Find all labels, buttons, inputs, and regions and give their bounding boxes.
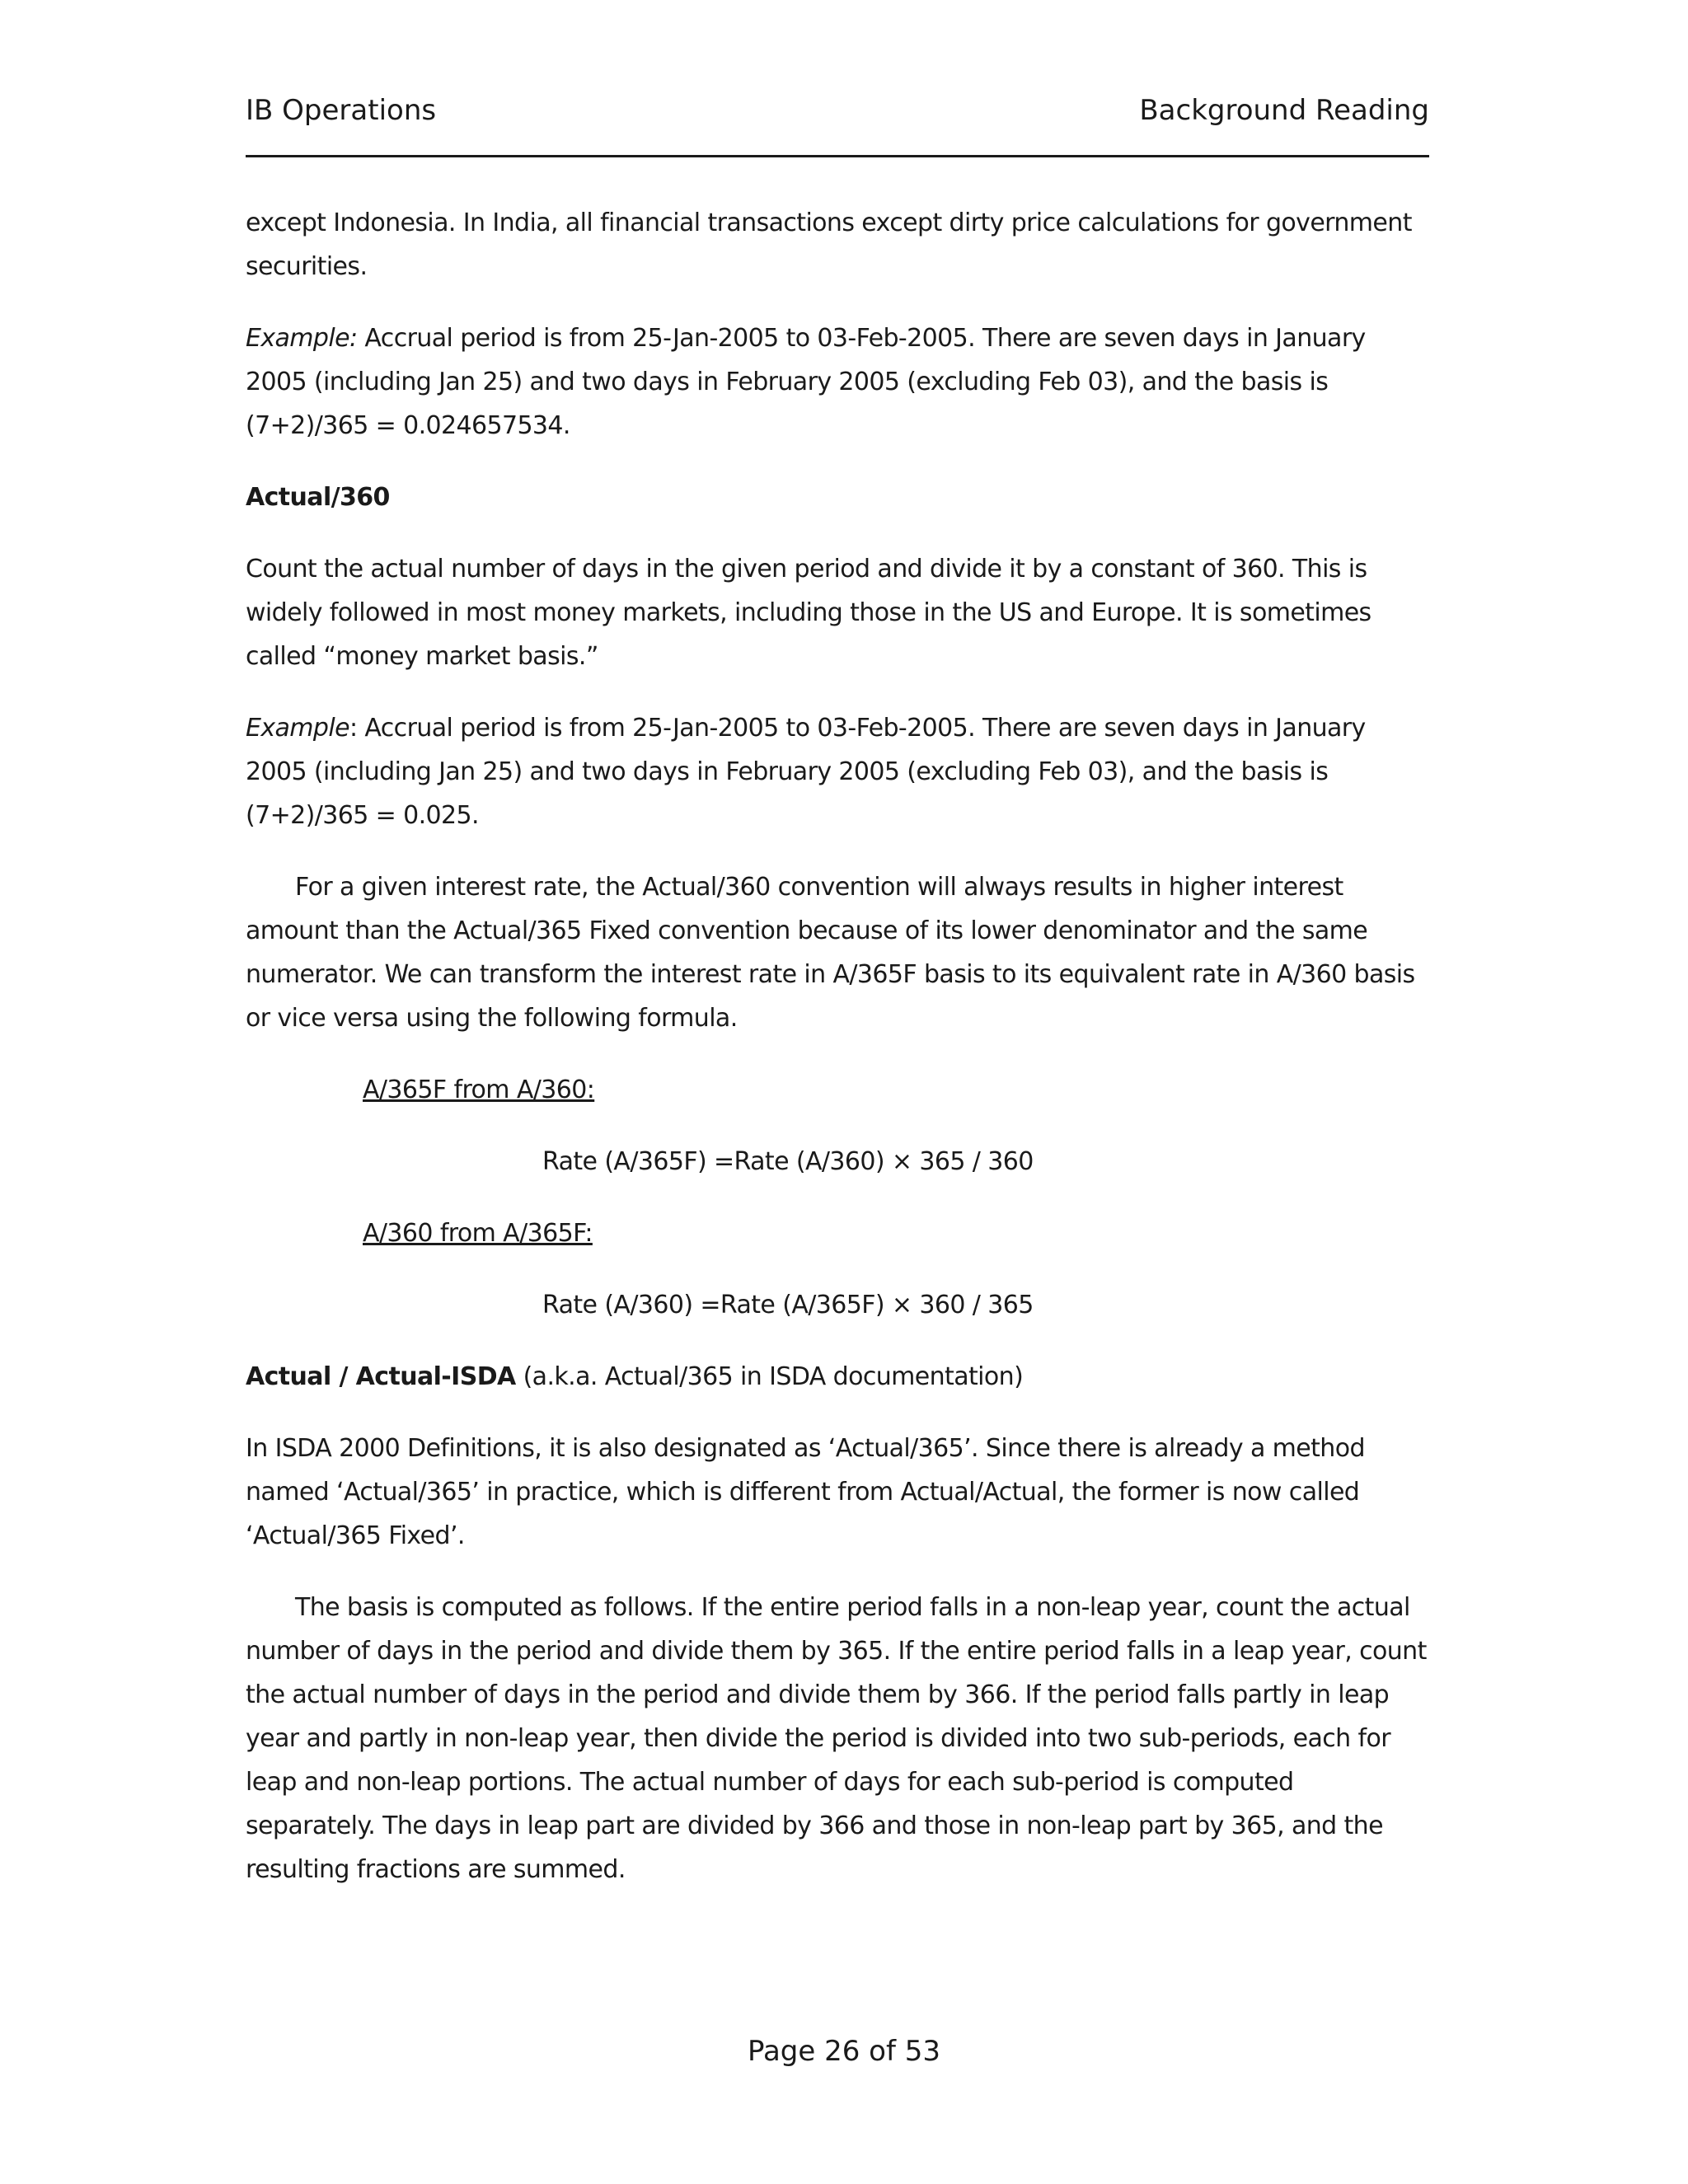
header-section: Background Reading bbox=[1139, 94, 1429, 127]
page-header bbox=[246, 94, 1429, 127]
paragraph-isda-2: The basis is computed as follows. If the entire period falls in a non-leap year, count the actual number of days in the period and divide them by 365. If the entire period falls in a leap year, count the actual number of days in the period and divide them by 366. If the period falls partly in leap year and partly in non-leap year, then divide the period is divided into two sub-periods, each for leap and non-leap portions. The actual number of days for each sub-period is computed separately. The days in leap part are divided by 366 and those in non-leap part by 365, and the resulting fractions are summed. bbox=[246, 1593, 1427, 1884]
header-divider bbox=[246, 155, 1429, 157]
heading-note: (a.k.a. Actual/365 in ISDA documentation) bbox=[515, 1362, 1024, 1391]
page-number: Page 26 of 53 bbox=[747, 2035, 941, 2068]
header-title: IB Operations bbox=[246, 94, 437, 127]
example-label: Example: bbox=[246, 324, 358, 353]
section-heading-actual-360: Actual/360 bbox=[246, 483, 390, 512]
paragraph-actual-360: Count the actual number of days in the given period and divide it by a constant of 360. This is widely followed in most money markets, including those in the US and Europe. It is sometimes called “money market basis.” bbox=[246, 555, 1372, 671]
formula-1: Rate (A/365F) =Rate (A/360) × 365 / 360 bbox=[542, 1147, 1034, 1176]
example-paragraph-1 bbox=[246, 316, 1429, 448]
paragraph-continuation: except Indonesia. In India, all financial transactions except dirty price calculations for government securities. bbox=[246, 209, 1412, 281]
section-heading-actual-isda bbox=[246, 1355, 1429, 1399]
formula-label-2: A/360 from A/365F: bbox=[363, 1219, 593, 1248]
document-body bbox=[246, 201, 1429, 1891]
example-paragraph-2 bbox=[246, 706, 1429, 837]
example-text: : Accrual period is from 25-Jan-2005 to 03-Feb-2005. There are seven days in January 2005 (including Jan 25) and two days in February 2005 (excluding Feb 03), and the basis is (7+2)/365 = 0.025. bbox=[246, 714, 1366, 830]
heading-text: Actual / Actual-ISDA bbox=[246, 1362, 516, 1391]
formula-label-1: A/365F from A/360: bbox=[363, 1076, 595, 1104]
example-text: Accrual period is from 25-Jan-2005 to 03-Feb-2005. There are seven days in January 2005 (including Jan 25) and two days in February 2005 (excluding Feb 03), and the basis is (7+2)/365 = 0.024657534. bbox=[246, 324, 1366, 440]
paragraph-comparison: For a given interest rate, the Actual/360 convention will always results in higher interest amount than the Actual/365 Fixed convention because of its lower denominator and the same numerator. We can transform the interest rate in A/365F basis to its equivalent rate in A/360 basis or vice versa using the following formula. bbox=[246, 873, 1415, 1033]
example-label: Example bbox=[246, 714, 349, 743]
formula-2: Rate (A/360) =Rate (A/365F) × 360 / 365 bbox=[542, 1291, 1034, 1319]
paragraph-isda-1: In ISDA 2000 Definitions, it is also designated as ‘Actual/365’. Since there is already a method named ‘Actual/365’ in practice, which is different from Actual/Actual, the former is now called ‘Actual/365 Fixed’. bbox=[246, 1434, 1365, 1550]
